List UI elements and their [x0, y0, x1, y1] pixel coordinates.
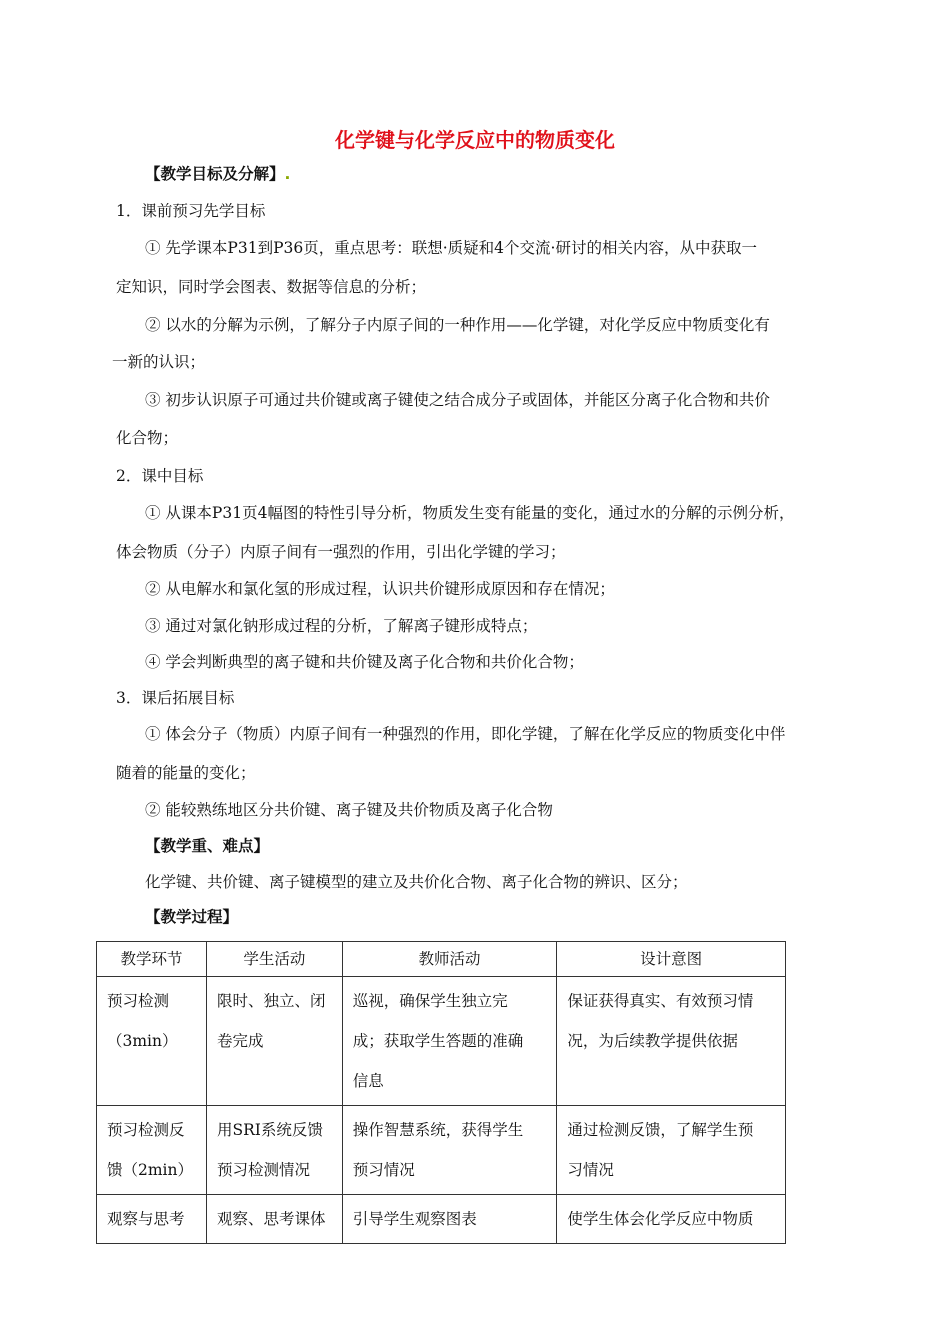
cell-teacher-activity: [342, 1195, 557, 1244]
objectives-heading: [145, 164, 290, 184]
cell-line: 习情况: [567, 1161, 614, 1179]
cell-line: 馈（2min）: [107, 1161, 193, 1179]
section-3-item-2: ② 能较熟练地区分共价键、离子键及共价物质及离子化合物: [145, 801, 553, 819]
cell-teacher-activity: [342, 977, 557, 1106]
table-header-row: [97, 942, 786, 977]
cell-line: 引导学生观察图表: [352, 1210, 477, 1228]
table-row: [97, 1106, 786, 1195]
section-3-item-1a: ① 体会分子（物质）内原子间有一种强烈的作用，即化学键，了解在化学反应的物质变化中伴: [145, 725, 786, 743]
table-row: [97, 977, 786, 1106]
teaching-process-table: [96, 941, 786, 1244]
document-title: 化学键与化学反应中的物质变化: [335, 128, 615, 152]
cell-stage: [97, 1195, 207, 1244]
header-stage: 教学环节: [97, 942, 207, 977]
cell-line: 预习检测: [107, 992, 170, 1010]
cell-student-activity: [206, 1106, 342, 1195]
cell-line: 限时、独立、闭: [216, 992, 326, 1010]
section-2-item-1a: ① 从课本P31页4幅图的特性引导分析，物质发生变有能量的变化，通过水的分解的示例分析，: [145, 504, 795, 522]
cell-line: 使学生体会化学反应中物质: [567, 1210, 754, 1228]
section-2-item-1b: 体会物质（分子）内原子间有一强烈的作用，引出化学键的学习；: [116, 543, 566, 561]
key-points-heading: 【教学重、难点】: [145, 837, 270, 855]
cell-student-activity: [206, 1195, 342, 1244]
cell-line: 操作智慧系统，获得学生: [352, 1121, 524, 1139]
cell-teacher-activity: [342, 1106, 557, 1195]
cell-stage: [97, 1106, 207, 1195]
cell-line: 预习情况: [352, 1161, 415, 1179]
header-student-activity: 学生活动: [206, 942, 342, 977]
cell-line: 保证获得真实、有效预习情: [567, 992, 754, 1010]
cell-line: 通过检测反馈，了解学生预: [567, 1121, 754, 1139]
cell-line: 预习检测情况: [216, 1161, 310, 1179]
header-design-intent: 设计意图: [557, 942, 786, 977]
cell-student-activity: [206, 977, 342, 1106]
cell-design-intent: [557, 1195, 786, 1244]
section-2-item-3: ③ 通过对氯化钠形成过程的分析，了解离子键形成特点；: [145, 617, 538, 635]
section-1-heading: 1．课前预习先学目标: [116, 202, 266, 220]
objectives-heading-text: 【教学目标及分解】: [145, 165, 285, 183]
cell-line: 信息: [352, 1072, 384, 1090]
section-1-item-1b: 定知识，同时学会图表、数据等信息的分析；: [116, 278, 427, 296]
section-1-item-2b: 一新的认识；: [112, 353, 206, 371]
cell-design-intent: [557, 977, 786, 1106]
section-1-item-2a: ② 以水的分解为示例，了解分子内原子间的一种作用——化学键，对化学反应中物质变化有: [145, 316, 770, 334]
cell-line: 观察、思考课体: [216, 1210, 326, 1228]
cell-design-intent: [557, 1106, 786, 1195]
section-3-heading: 3．课后拓展目标: [116, 689, 235, 707]
cell-line: （3min）: [107, 1032, 178, 1050]
key-points-text: 化学键、共价键、离子键模型的建立及共价化合物、离子化合物的辨识、区分；: [145, 873, 688, 891]
section-1-item-3b: 化合物；: [116, 429, 179, 447]
header-teacher-activity: 教师活动: [342, 942, 557, 977]
process-heading: 【教学过程】: [145, 908, 239, 926]
cell-line: 用SRI系统反馈: [216, 1121, 323, 1139]
section-2-item-2: ② 从电解水和氯化氢的形成过程，认识共价键形成原因和存在情况；: [145, 580, 615, 598]
cell-line: 巡视，确保学生独立完: [352, 992, 508, 1010]
table-row: [97, 1195, 786, 1244]
section-2-heading: 2．课中目标: [116, 467, 204, 485]
cell-line: 况，为后续教学提供依据: [567, 1032, 738, 1050]
cell-stage: [97, 977, 207, 1106]
cell-line: 预习检测反: [107, 1121, 185, 1139]
cell-line: 卷完成: [216, 1032, 264, 1050]
section-2-item-4: ④ 学会判断典型的离子键和共价键及离子化合物和共价化合物；: [145, 653, 584, 671]
section-3-item-1b: 随着的能量的变化；: [116, 764, 256, 782]
section-1-item-1a: ① 先学课本P31到P36页，重点思考：联想·质疑和4个交流·研讨的相关内容，从中获取一: [145, 239, 757, 257]
section-1-item-3a: ③ 初步认识原子可通过共价键或离子键使之结合成分子或固体，并能区分离子化合物和共价: [145, 391, 770, 409]
cell-line: 观察与思考: [107, 1210, 185, 1228]
cell-line: 成；获取学生答题的准确: [352, 1032, 524, 1050]
objectives-heading-dot: .: [284, 165, 291, 183]
